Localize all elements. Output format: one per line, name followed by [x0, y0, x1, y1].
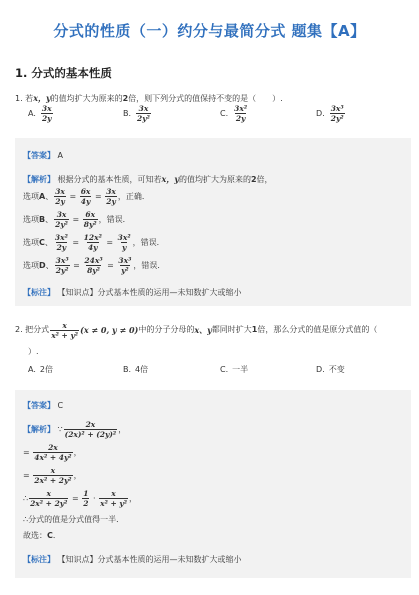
q2-condition: (x ≠ 0, y ≠ 0) [80, 325, 139, 335]
frac-num: 3x [106, 186, 116, 196]
frac-den: 8y² [87, 265, 100, 275]
answer-tag: 【答案】 [23, 151, 55, 160]
fraction [83, 256, 103, 275]
fraction [55, 256, 70, 275]
option-label: D. [316, 365, 325, 374]
fraction [64, 420, 118, 439]
q1-option-a[interactable] [28, 104, 54, 123]
line-sep: 、 [45, 260, 54, 270]
frac-den: 2y² [55, 265, 69, 275]
frac-num: 3x³ [118, 255, 132, 265]
frac-num: x [111, 488, 116, 498]
analysis-vars: x，y [161, 174, 179, 184]
q2-conclusion: ∴分式的值是分式值得一半． [23, 515, 125, 524]
frac-den: 2y² [330, 114, 344, 123]
q1-note [23, 287, 242, 299]
option-fraction [41, 104, 53, 123]
frac-den: y [121, 242, 127, 252]
q2-option-c[interactable] [220, 364, 248, 375]
q2-stem-text: 中的分子分母的 [138, 325, 195, 334]
step-lead: ∵ [57, 424, 63, 434]
q1-answer [23, 150, 63, 162]
q2-choice [23, 530, 61, 542]
page-title: 分式的性质（一）约分与最简分式 题集【A】 [53, 22, 366, 40]
line-suffix: ，错误． [133, 260, 166, 270]
option-fraction [233, 104, 248, 123]
frac-num: 3x [56, 209, 67, 219]
frac-den: (2x)² + (2y)² [64, 429, 117, 439]
frac-den: 4y [87, 242, 98, 252]
frac-den: 2y² [55, 219, 68, 229]
q1-analysis-line-c: 选项 C 、 $\frac{\text{3x²}}{2y}$ = $\frac{\text{12x²}}{4y}$ = $\frac{\text{3x²}}{y}$ ，错误． [23, 232, 165, 252]
fraction [54, 233, 69, 252]
analysis-tag: 【解析】 [23, 175, 55, 184]
line-suffix: ，错误． [132, 237, 165, 247]
frac-num: 3x [41, 104, 52, 113]
q2-step-2 [23, 441, 82, 463]
option-label: C. [220, 365, 229, 374]
q2-step-1 [23, 418, 126, 440]
option-fraction [136, 104, 151, 123]
frac-num: 6x [80, 186, 91, 196]
frac-den: y² [121, 265, 129, 275]
q1-stem-text: 的值均扩大为原来的 [50, 94, 123, 103]
step-lead: ∴ [23, 493, 29, 503]
option-text: 4倍 [135, 365, 149, 374]
fraction [80, 187, 92, 206]
option-label: A. [28, 365, 36, 374]
frac-num: 2x [48, 442, 58, 452]
frac-den: 4y [80, 196, 91, 206]
frac-den: x² + y² [51, 330, 79, 340]
option-text: 2倍 [39, 365, 53, 374]
frac-num: 3x³ [55, 255, 69, 265]
choice-text: 故选： [23, 531, 47, 540]
frac-num: 2x [85, 419, 96, 429]
line-option: D [39, 260, 46, 270]
choice-text: ． [52, 531, 61, 540]
question-2-stem [15, 318, 407, 342]
frac-den: 2x² + 2y² [30, 498, 68, 508]
section-heading: 1. 分式的基本性质 [15, 66, 112, 80]
answer-tag: 【答案】 [23, 401, 55, 410]
q2-stem-num: 1 [251, 325, 258, 334]
frac-num: x [62, 320, 67, 330]
q2-solution-panel [15, 390, 411, 578]
frac-den: 2y [55, 196, 65, 206]
step-tail: ， [73, 447, 82, 457]
q2-stem-text: 2. 把分式 [15, 325, 50, 334]
frac-den: 8y² [83, 219, 97, 229]
q2-step-4: ∴ $\frac{x}{\text{2x² + 2y²}}$ = $\frac{1}{2}$ · $\frac{x}{\text{x² + y²}}$ ， [23, 488, 137, 508]
step-lead: = [23, 470, 30, 480]
frac-num: 3x [138, 104, 149, 113]
q2-answer [23, 400, 63, 412]
option-label: D. [316, 109, 325, 118]
q2-step-3 [23, 464, 82, 486]
answer-value: A [57, 151, 64, 160]
note-tag: 【标注】 [23, 555, 55, 564]
line-prefix: 选项 [23, 260, 39, 270]
frac-num: 12x² [83, 232, 102, 242]
fraction [33, 466, 72, 485]
option-label: C. [220, 109, 229, 118]
note-text: 【知识点】分式基本性质的运用—未知数扩大或缩小 [57, 288, 242, 297]
q1-option-d[interactable] [316, 104, 346, 123]
analysis-text: 根据分式的基本性质，可知若 [57, 175, 162, 184]
option-label: A. [28, 109, 36, 118]
step-tail: ， [73, 470, 82, 480]
line-sep: 、 [45, 214, 54, 224]
frac-num: 24x³ [84, 255, 103, 265]
fraction [99, 489, 128, 508]
line-sep: 、 [44, 237, 53, 247]
analysis-tag: 【解析】 [23, 424, 55, 434]
q2-stem-close: ）. [28, 347, 39, 356]
line-prefix: 选项 [23, 191, 39, 201]
option-fraction [330, 104, 345, 123]
frac-den: 2 [83, 498, 89, 508]
analysis-text: 倍， [256, 175, 273, 184]
q2-option-a[interactable] [28, 364, 53, 375]
q1-option-c[interactable] [220, 104, 249, 123]
fraction [33, 443, 72, 462]
q1-stem-vars: x，y [33, 93, 51, 103]
q1-stem-num: 2 [122, 94, 129, 103]
option-label: B. [123, 109, 132, 118]
q2-stem-vars: x、y [194, 325, 212, 335]
frac-num: 3x² [54, 232, 68, 242]
q1-solution-panel [15, 138, 411, 306]
fraction [105, 187, 117, 206]
q2-option-d[interactable] [316, 364, 345, 375]
line-suffix: ，错误． [98, 214, 131, 224]
frac-num: x [46, 488, 51, 498]
choice-value: C [47, 531, 53, 540]
fraction [54, 187, 66, 206]
q2-stem-fraction [50, 321, 79, 340]
frac-num: 1 [83, 488, 89, 498]
frac-num: 3x³ [330, 104, 344, 113]
question-2-options [28, 364, 408, 378]
fraction [29, 489, 68, 508]
fraction [117, 233, 132, 252]
q1-analysis-line-b: 选项 B 、 $\frac{3x}{\text{2y²}}$ = $\frac{6x}{\text{8y²}}$ ，错误． [23, 209, 131, 229]
line-option: A [39, 191, 46, 201]
q1-stem-text: 倍，则下列分式的值保持不变的是（ ）. [128, 94, 283, 103]
frac-num: 3x² [117, 232, 131, 242]
step-tail: ， [129, 493, 137, 503]
q1-stem-text: 1. 若 [15, 94, 34, 103]
frac-num: 6x [85, 209, 96, 219]
frac-den: x² + y² [100, 498, 127, 508]
answer-value: C [57, 401, 64, 410]
fraction [82, 489, 89, 508]
note-tag: 【标注】 [23, 288, 55, 297]
frac-den: 2y [56, 242, 67, 252]
frac-den: 2y [106, 196, 116, 206]
line-option: B [39, 214, 46, 224]
frac-den: 4x² + 4y² [34, 452, 72, 462]
note-text: 【知识点】分式基本性质的运用—未知数扩大或缩小 [57, 555, 242, 564]
step-tail: ， [118, 424, 127, 434]
frac-num: 3x [55, 186, 65, 196]
frac-den: 2x² + 2y² [34, 475, 72, 485]
analysis-text: 的值均扩大为原来的 [178, 175, 251, 184]
line-prefix: 选项 [23, 214, 39, 224]
fraction [83, 233, 103, 252]
q1-analysis-line-a: 选项 A 、 $\frac{3x}{2y}$ = $\frac{6x}{4y}$ = $\frac{3x}{2y}$ ，正确． [23, 186, 150, 206]
frac-num: 3x² [234, 104, 248, 113]
question-1-options [28, 104, 408, 128]
line-prefix: 选项 [23, 237, 39, 247]
frac-den: 2y [235, 114, 246, 123]
line-sep: 、 [45, 191, 54, 201]
q2-stem-text: 倍，那么分式的值是原分式值的（ [257, 325, 378, 334]
q2-note [23, 554, 242, 566]
fraction [83, 210, 98, 229]
q2-option-b[interactable] [123, 364, 148, 375]
option-label: B. [123, 365, 132, 374]
q2-stem-text: 都同时扩大 [211, 325, 252, 334]
frac-den: 2y [41, 114, 52, 123]
step-lead: = [23, 447, 30, 457]
line-option: C [39, 237, 45, 247]
fraction [117, 256, 132, 275]
frac-den: 2y² [137, 114, 150, 123]
q1-option-b[interactable] [123, 104, 152, 123]
analysis-num: 2 [250, 175, 257, 184]
frac-num: x [50, 465, 56, 475]
multiply-dot: · [93, 493, 96, 503]
fraction [54, 210, 69, 229]
q1-analysis-line-d: 选项 D 、 $\frac{\text{3x³}}{\text{2y²}}$ = $\frac{\text{24x³}}{\text{8y²}}$ = $\frac{\text{3x³}}{\text{y²}}$ ，错误． [23, 255, 166, 275]
option-text: 不变 [328, 365, 345, 374]
option-text: 一半 [232, 365, 249, 374]
line-suffix: ，正确． [117, 191, 150, 201]
